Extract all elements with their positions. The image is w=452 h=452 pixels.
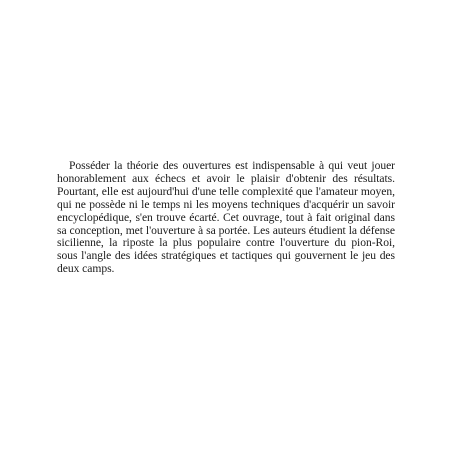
body-paragraph: Posséder la théorie des ouvertures est indispensable à qui veut jouer honorablement aux échecs et avoir le plaisir d'obtenir des résultats. Pourtant, elle est aujourd'hui d'une telle complexité que l'amateur moyen, qui ne possède ni le temps ni les moyens techniques d'acquérir un savoir encyclopédique, s'en trouve écarté. Cet ouvrage, tout à fait original dans sa conception, met l'ouverture à sa portée. Les auteurs étudient la défense sicilienne, la riposte la plus populaire contre l'ouverture du pion-Roi, sous l'angle des idées stratégiques et tactiques qui gouvernent le jeu des deux camps. [57,159,395,276]
